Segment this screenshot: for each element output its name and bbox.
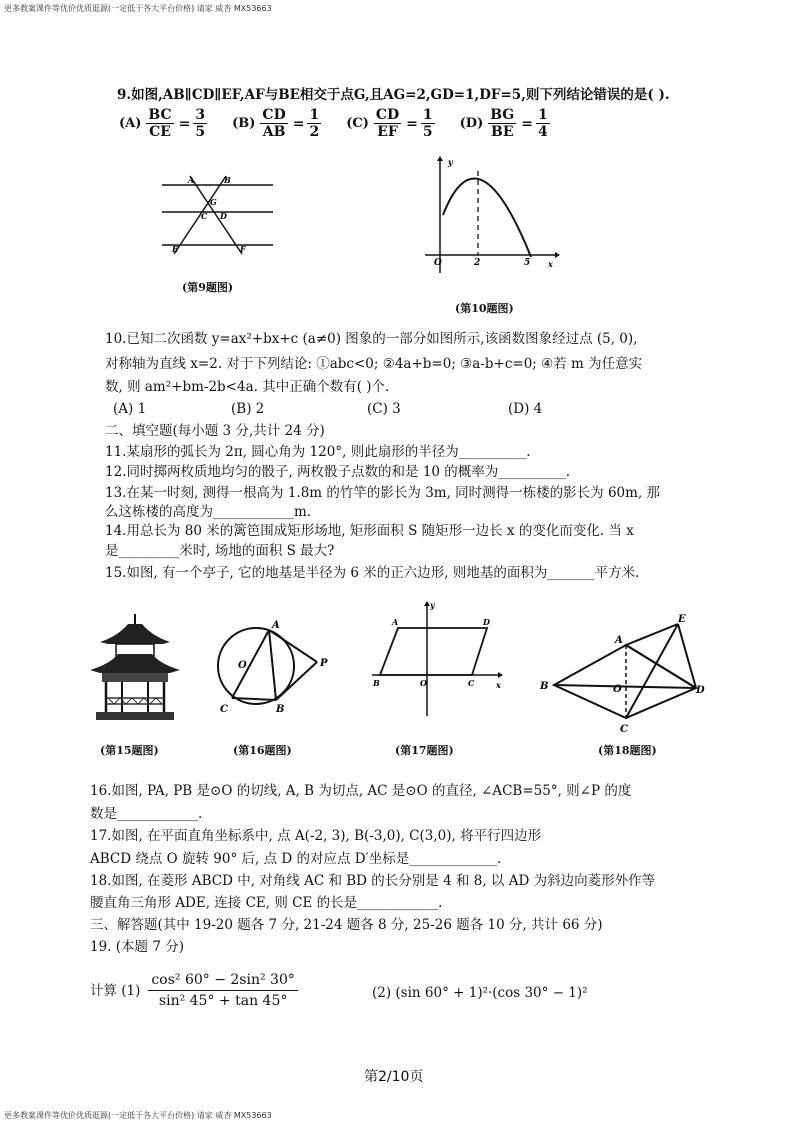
q14-line2: 是_________米时, 场地的面积 S 最大? — [105, 543, 335, 559]
label-a: A — [272, 620, 280, 631]
fraction — [421, 107, 435, 140]
label-b: B — [540, 681, 549, 692]
label-x: x — [548, 259, 553, 269]
label-two: 2 — [474, 258, 481, 268]
calc-1-denominator: sin² 45° + tan 45° — [158, 993, 288, 1009]
q9-option-d — [460, 107, 553, 140]
q14-line1: 14.用总长为 80 米的篱笆围成矩形场地, 矩形面积 S 随矩形一边长 x 的变化而变化. 当 x — [105, 523, 634, 539]
q19-calc-1 — [90, 972, 298, 1009]
q11: 11.某扇形的弧长为 2π, 圆心角为 120°, 则此扇形的半径为__________. — [105, 444, 531, 460]
figure-10-caption: (第10题图) — [455, 302, 514, 315]
q9-option-b — [232, 107, 324, 140]
x-axis-arrow — [555, 252, 560, 258]
numerator: 1 — [422, 107, 433, 123]
label-a: A — [615, 635, 623, 646]
upper-roof — [100, 624, 170, 644]
label-b: B — [373, 678, 380, 688]
fraction — [536, 107, 550, 140]
q12: 12.同时掷两枚质地均匀的骰子, 两枚骰子点数的和是 10 的概率为__________. — [105, 464, 571, 480]
label-b: B — [224, 175, 231, 185]
q15: 15.如图, 有一个亭子, 它的地基是半径为 6 米的正六边形, 则地基的面积为_______平方米. — [105, 565, 640, 581]
figure-17-caption: (第17题图) — [395, 744, 454, 757]
figure-16 — [212, 612, 337, 722]
label-o: O — [613, 684, 622, 695]
label-d: D — [483, 617, 490, 627]
q18-line2: 腰直角三角形 ADE, 连接 CE, 则 CE 的长是____________. — [90, 895, 443, 911]
q10-option-c: (C) 3 — [367, 401, 401, 417]
numerator: BG — [490, 107, 515, 123]
q13-line2: 么这栋楼的高度为____________m. — [105, 504, 312, 520]
fraction — [307, 107, 321, 140]
eave-band — [102, 673, 168, 682]
denominator: AB — [262, 124, 286, 140]
parallelogram-abcd — [380, 628, 487, 675]
label-d: D — [696, 685, 705, 696]
figure-18-caption: (第18题图) — [598, 744, 657, 757]
rhombus-abcd — [554, 645, 696, 718]
figure-16-caption: (第16题图) — [233, 744, 292, 757]
calc-label: 计算 (1) — [90, 982, 141, 999]
chord-ab — [269, 630, 276, 700]
fraction — [374, 107, 401, 140]
denominator: EF — [377, 124, 398, 140]
q17-line1: 17.如图, 在平面直角坐标系中, 点 A(-2, 3), B(-3,0), C(3,0), 将平行四边形 — [90, 828, 542, 844]
figure-9 — [160, 172, 275, 257]
q10-line3: 数, 则 am²+bm-2b<4a. 其中正确个数有( )个. — [105, 379, 390, 395]
diagonal-bd — [554, 685, 696, 688]
option-label: (B) — [232, 116, 256, 131]
equals-sign: = — [521, 115, 534, 132]
lower-roof — [90, 654, 180, 673]
denominator: CE — [149, 124, 171, 140]
option-label: (D) — [459, 116, 484, 131]
q10-line2: 对称轴为直线 x=2. 对于下列结论: ①abc<0; ②4a+b=0; ③a-b+c=0; ④若 m 为任意实 — [105, 356, 643, 372]
label-y: y — [448, 157, 453, 167]
label-a: A — [188, 175, 195, 185]
option-label: (C) — [346, 116, 369, 131]
q10-option-b: (B) 2 — [231, 401, 265, 417]
q16-line2: 数是____________. — [90, 806, 203, 822]
label-d: D — [220, 211, 227, 221]
section-2-title: 二、填空题(每小题 3 分,共计 24 分) — [105, 423, 325, 439]
pavilion-base — [96, 712, 174, 720]
section-3-title: 三、解答题(其中 19-20 题各 7 分, 21-24 题各 8 分, 25-26 题各 10 分, 共计 66 分) — [90, 917, 603, 933]
denominator: 5 — [195, 124, 206, 140]
label-p: P — [320, 658, 328, 669]
q13-line1: 13.在某一时刻, 测得一根高为 1.8m 的竹竿的影长为 3m, 同时测得一栋楼的影长为 60m, 那 — [105, 485, 661, 501]
numerator: 3 — [195, 107, 206, 123]
q17-line2: ABCD 绕点 O 旋转 90° 后, 点 D 的对应点 D′坐标是_____________. — [90, 851, 502, 867]
label-c: C — [201, 211, 208, 221]
figure-10 — [420, 155, 560, 275]
fraction — [193, 107, 207, 140]
label-origin: O — [434, 258, 442, 268]
railing-pattern — [108, 698, 162, 704]
page-footer: 更多教案课件等优价优质逛源(一定低于各大平台价格) 请家 威杏 MX53663 — [4, 1111, 272, 1120]
calc-1-numerator: cos² 60° − 2sin² 30° — [148, 972, 297, 991]
denominator: 2 — [309, 124, 320, 140]
q9-option-a — [119, 107, 210, 140]
fraction — [146, 107, 173, 140]
equals-sign: = — [292, 115, 305, 132]
label-g: G — [210, 197, 217, 207]
segment-be — [174, 176, 226, 254]
equals-sign: = — [178, 115, 191, 132]
q10-line1: 10.已知二次函数 y=ax²+bx+c (a≠0) 图象的一部分如图所示,该函数图象经过点 (5, 0), — [105, 331, 638, 347]
fraction — [488, 107, 516, 140]
label-c: C — [620, 724, 628, 735]
figure-15-caption: (第15题图) — [100, 744, 159, 757]
q19-calc-2: (2) (sin 60° + 1)²·(cos 30° − 1)² — [372, 985, 588, 1001]
label-origin: O — [420, 678, 427, 688]
page-header: 更多教案课件等优价优质逛源(一定低于各大平台价格) 请家 威杏 MX53663 — [4, 4, 272, 13]
label-e: E — [678, 614, 686, 625]
equals-sign: = — [406, 115, 418, 132]
figure-15-pavilion — [88, 612, 183, 722]
figure-17 — [370, 598, 505, 718]
numerator: CD — [375, 107, 400, 123]
page-number: 第2/10页 — [364, 1069, 424, 1085]
q9-options — [119, 107, 575, 140]
label-b: B — [276, 704, 285, 715]
label-a: A — [392, 617, 399, 627]
q10-option-d: (D) 4 — [508, 401, 543, 417]
label-x: x — [496, 680, 501, 690]
label-five: 5 — [524, 258, 531, 268]
label-f: F — [240, 244, 246, 254]
q9-stem: 9.如图,AB∥CD∥EF,AF与BE相交于点G,且AG=2,GD=1,DF=5,则下列结论错误的是( ). — [117, 87, 670, 103]
fraction — [260, 107, 287, 140]
label-c: C — [220, 704, 228, 715]
option-label: (A) — [119, 116, 142, 131]
numerator: CD — [262, 107, 286, 123]
label-e: E — [172, 244, 179, 254]
figure-18 — [536, 610, 711, 740]
q9-option-c — [346, 107, 437, 140]
label-y: y — [430, 600, 435, 610]
q10-option-a: (A) 1 — [113, 401, 147, 417]
y-axis-arrow — [437, 156, 443, 161]
denominator: BE — [490, 124, 514, 140]
denominator: 4 — [538, 124, 548, 140]
calc-1-fraction — [148, 972, 297, 1009]
parabola-curve — [443, 179, 531, 257]
numerator: 1 — [538, 107, 548, 123]
numerator: 1 — [309, 107, 320, 123]
denominator: 5 — [422, 124, 433, 140]
q19-title: 19. (本题 7 分) — [90, 939, 184, 955]
q18-line1: 18.如图, 在菱形 ABCD 中, 对角线 AC 和 BD 的长分别是 4 和 8, 以 AD 为斜边向菱形外作等 — [90, 873, 656, 889]
x-axis-arrow — [498, 672, 503, 678]
segment-ae — [626, 624, 678, 645]
figure-9-caption: (第9题图) — [182, 281, 234, 294]
tangent-pb — [276, 662, 317, 700]
label-c: C — [468, 678, 475, 688]
label-o: O — [238, 660, 247, 671]
numerator: BC — [148, 107, 172, 123]
segment-af — [190, 176, 242, 254]
q16-line1: 16.如图, PA, PB 是⊙O 的切线, A, B 为切点, AC 是⊙O 的直径, ∠ACB=55°, 则∠P 的度 — [90, 783, 632, 799]
